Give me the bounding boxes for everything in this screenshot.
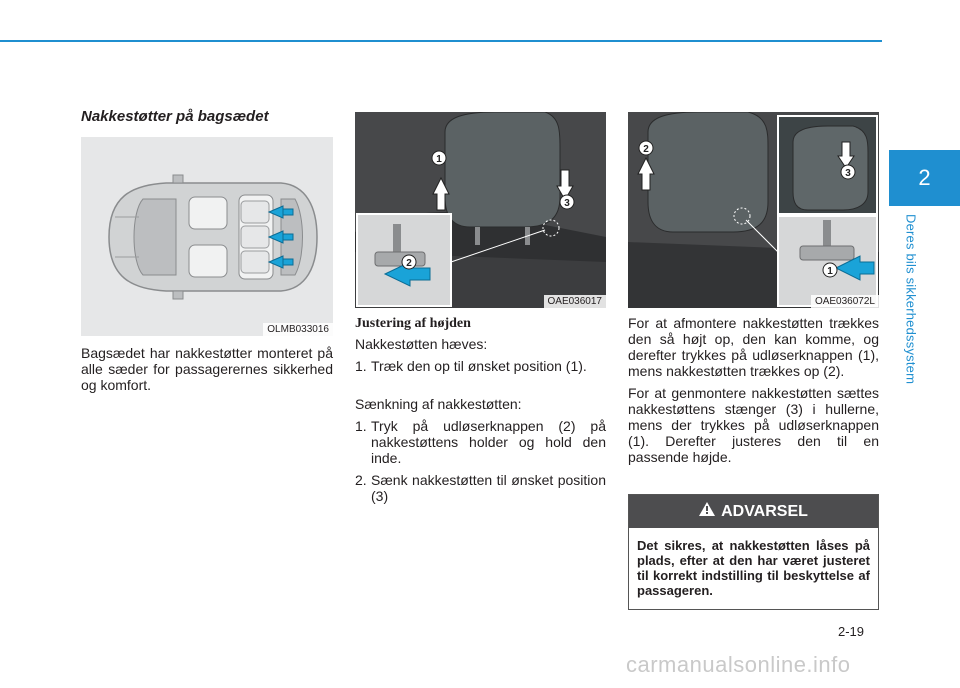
list-item — [355, 418, 606, 466]
marker-1: 1 — [436, 154, 442, 165]
adjust-heading: Justering af højden — [355, 316, 471, 331]
headrest-adjust-illustration — [355, 112, 606, 308]
warning-icon — [699, 502, 715, 521]
adjust-body — [355, 336, 606, 504]
list-number: 2. — [355, 472, 367, 488]
headrest-remove-figure — [628, 112, 879, 308]
remove-paragraph: For at afmontere nakkestøtten trækkes den så højt op, den kan komme, og derefter trykkes på udløserknappen (1), mens nakkestøtten trækkes op (2). — [628, 315, 879, 379]
list-item — [355, 472, 606, 504]
section-heading: Nakkestøtter på bagsædet — [81, 108, 269, 125]
figure-code: OAE036072L — [811, 295, 879, 308]
warning-text: Det sikres, at nakkestøtten låses på plads, efter at den har været justeret til korrekt indstilling til beskyttelse af passageren. — [637, 538, 870, 598]
list-number: 1. — [355, 418, 367, 434]
headrest-remove-illustration — [628, 112, 879, 308]
list-item — [355, 358, 606, 374]
lower-intro: Sænkning af nakkestøtten: — [355, 396, 522, 412]
marker-1: 1 — [827, 266, 833, 277]
figure-code: OLMB033016 — [263, 323, 333, 336]
chapter-title: Deres bils sikkerhedssystem — [903, 214, 919, 385]
remove-body — [628, 315, 879, 471]
figure-code: OAE036017 — [544, 295, 607, 308]
watermark: carmanualsonline.info — [626, 652, 851, 677]
list-text: Tryk på udløserknappen (2) på nakkestøttens holder og hold den inde. — [371, 418, 606, 466]
list-text: Træk den op til ønsket position (1). — [371, 358, 587, 374]
car-top-view-figure — [81, 137, 333, 336]
warning-header — [629, 495, 878, 528]
warning-box — [628, 494, 879, 610]
section-body-text: Bagsædet har nakkestøtter monteret på alle sæder for passagerernes sikkerhed og komfort. — [81, 345, 333, 393]
section-body — [81, 345, 333, 399]
reinstall-paragraph: For at genmontere nakkestøtten sættes nakkestøttens stænger (3) i hullerne, mens der trykkes på udløserknappen (1). Derefter justeres den til en passende højde. — [628, 385, 879, 465]
marker-2: 2 — [643, 144, 649, 155]
warning-label: ADVARSEL — [721, 502, 808, 520]
chapter-number-tab: 2 — [889, 150, 960, 206]
list-number: 1. — [355, 358, 367, 374]
top-rule — [0, 40, 882, 42]
raise-intro: Nakkestøtten hæves: — [355, 336, 488, 352]
marker-3: 3 — [564, 198, 570, 209]
page-number: 2-19 — [838, 624, 865, 639]
list-text: Sænk nakkestøtten til ønsket position (3) — [371, 472, 606, 504]
marker-2: 2 — [406, 258, 412, 269]
headrest-adjust-figure — [355, 112, 606, 308]
marker-3: 3 — [845, 168, 851, 179]
car-top-view-illustration — [81, 137, 333, 336]
